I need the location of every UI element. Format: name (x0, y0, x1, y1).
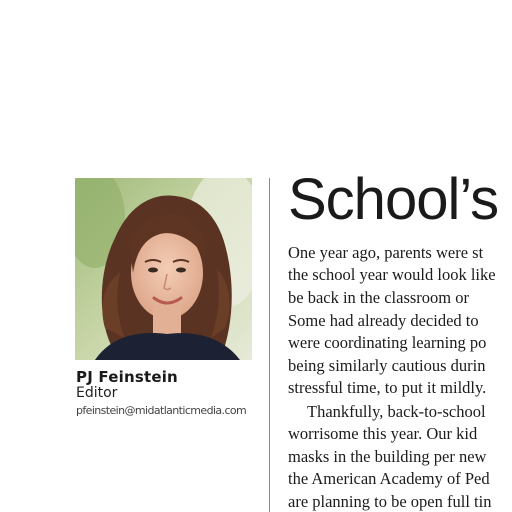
body-line: Some had already decided to (288, 311, 479, 330)
author-photo (75, 178, 252, 360)
body-line: Thankfully, back-to-school (307, 402, 486, 421)
body-line: the American Academy of Ped (288, 469, 490, 488)
body-line: worrisome this year. Our kid (288, 424, 478, 443)
body-line: being similarly cautious durin (288, 356, 486, 375)
author-email[interactable]: pfeinstein@midatlanticmedia.com (76, 404, 247, 417)
article-headline: School’s (288, 167, 499, 232)
body-line: One year ago, parents were st (288, 243, 484, 262)
article (288, 0, 512, 512)
body-line: are planning to be open full tin (288, 492, 492, 511)
body-line: be back in the classroom or (288, 288, 469, 307)
body-line: were coordinating learning po (288, 333, 487, 352)
column-divider (269, 178, 270, 512)
body-line: the school year would look like (288, 265, 496, 284)
body-line: masks in the building per new (288, 447, 487, 466)
author-name: PJ Feinstein (76, 368, 178, 386)
body-line: stressful time, to put it mildly. (288, 378, 487, 397)
author-role: Editor (76, 385, 118, 401)
